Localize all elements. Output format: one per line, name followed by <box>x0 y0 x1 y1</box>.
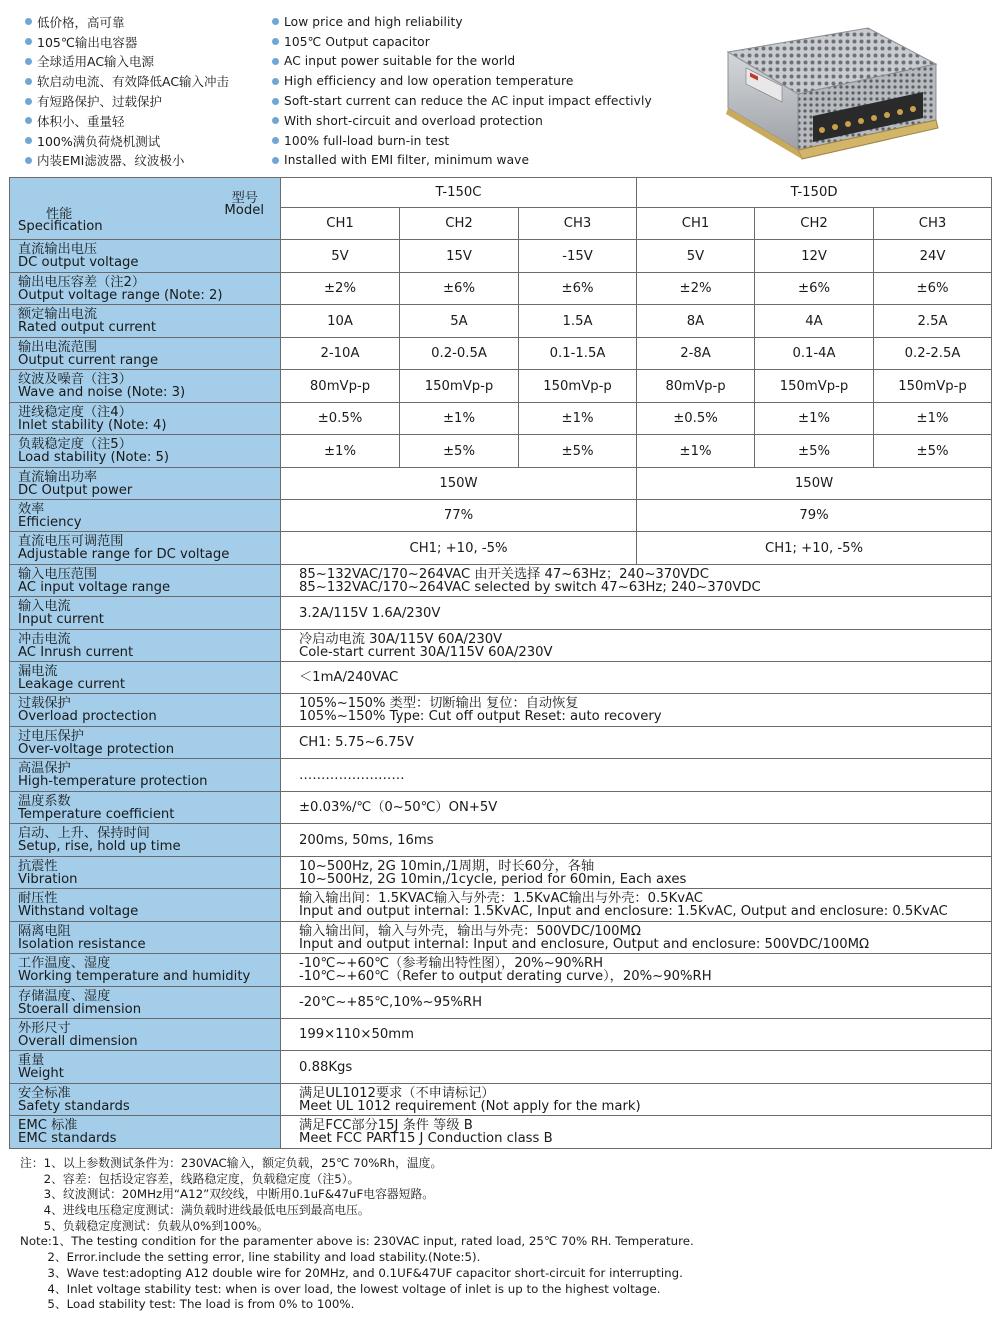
feature-list-en <box>272 12 722 170</box>
feature-text: 105℃输出电容器 <box>37 34 138 50</box>
notes-section <box>20 1156 980 1313</box>
row-label-en: Wave and noise (Note: 3) <box>18 385 186 400</box>
row-label-cn: 过载保护 <box>18 696 71 711</box>
table-cell <box>281 1116 992 1149</box>
table-cell: CH1; +10, -5% <box>637 532 992 565</box>
feature-item <box>272 32 722 52</box>
row-label-en: Working temperature and humidity <box>18 969 251 984</box>
row-label <box>10 273 281 305</box>
table-cell: ±1% <box>755 403 874 435</box>
table-cell: 24V <box>874 240 992 273</box>
feature-text: AC input power suitable for the world <box>284 54 516 69</box>
table-cell <box>281 597 992 630</box>
table-cell: 8A <box>637 305 755 338</box>
note-line: Note:1、The testing condition for the paramenter above is: 230VAC input, rated load, 25℃ 70% RH. Temperature. <box>20 1234 694 1249</box>
table-cell: ±1% <box>519 403 637 435</box>
feature-item <box>25 52 265 72</box>
feature-text: 低价格，高可靠 <box>37 14 125 30</box>
bullet-icon <box>25 38 32 45</box>
cell-line-en: 85~132VAC/170~264VAC selected by switch 47~63Hz; 240~370VDC <box>299 579 761 595</box>
table-cell: ±6% <box>874 273 992 305</box>
table-cell: 150W <box>637 468 992 500</box>
table-cell: ±1% <box>874 403 992 435</box>
row-label-en: Safety standards <box>18 1098 130 1114</box>
row-label-en: Load stability (Note: 5) <box>18 450 170 465</box>
row-label <box>10 435 281 468</box>
row-label-cn: 负载稳定度（注5） <box>18 437 132 452</box>
row-label <box>10 662 281 694</box>
table-cell: ±6% <box>519 273 637 305</box>
channel-header: CH1 <box>637 208 755 240</box>
row-label <box>10 630 281 662</box>
row-label-cn: 进线稳定度（注4） <box>18 404 132 420</box>
note-line: 2、容差：包括设定容差，线路稳定度，负载稳定度（注5）。 <box>20 1171 360 1186</box>
table-cell: 0.1-1.5A <box>519 338 637 370</box>
table-cell: 80mVp-p <box>637 370 755 403</box>
table-cell: 5V <box>637 240 755 273</box>
table-cell: 80mVp-p <box>281 370 400 403</box>
table-cell <box>281 1084 992 1116</box>
row-label-cn: 启动、上升、保持时间 <box>18 826 150 841</box>
row-label-en: Weight <box>18 1066 64 1081</box>
row-label <box>10 305 281 338</box>
table-cell: 10A <box>281 305 400 338</box>
row-label <box>10 857 281 889</box>
row-label <box>10 338 281 370</box>
row-label <box>10 468 281 500</box>
cell-line: …………………… <box>299 767 405 783</box>
row-label <box>10 565 281 597</box>
bullet-icon <box>272 78 279 85</box>
row-label-cn: 漏电流 <box>18 663 58 679</box>
spec-row <box>10 792 992 824</box>
table-cell: 150W <box>281 468 637 500</box>
feature-text: 100%满负荷烧机测试 <box>37 133 161 149</box>
row-label-en: Leakage current <box>18 676 126 692</box>
cell-line-en: Cole-start current 30A/115V 60A/230V <box>299 644 553 660</box>
feature-text: With short-circuit and overload protection <box>284 113 543 128</box>
table-cell <box>281 1051 992 1084</box>
row-label-en: Input current <box>18 612 104 627</box>
spec-row <box>10 565 992 597</box>
spec-label-en: Specification <box>18 219 103 234</box>
bullet-icon <box>272 157 279 164</box>
spec-row <box>10 532 992 565</box>
model-label-cn: 型号 <box>231 191 258 206</box>
row-label <box>10 403 281 435</box>
feature-text: 体积小、重量轻 <box>37 113 125 129</box>
feature-text: 软启动电流、有效降低AC输入冲击 <box>37 74 230 90</box>
feature-text: 105℃ Output capacitor <box>284 34 430 49</box>
row-label-en: Efficiency <box>18 514 82 530</box>
row-label <box>10 1051 281 1084</box>
feature-item <box>25 32 265 52</box>
feature-item <box>272 71 722 91</box>
row-label-en: Setup, rise, hold up time <box>18 839 181 854</box>
cell-line-cn: 输入输出间：1.5KVAC输入与外壳：1.5KvAC输出与外壳：0.5KvAC <box>299 891 704 906</box>
row-label-cn: 输出电流范围 <box>18 339 98 355</box>
feature-item <box>25 151 265 171</box>
table-cell: 4A <box>755 305 874 338</box>
note-line: 4、Inlet voltage stability test: when is over load, the lowest voltage of inlet is up to the highest voltage. <box>20 1281 661 1296</box>
row-label <box>10 954 281 987</box>
bullet-icon <box>272 58 279 65</box>
cell-line: -20℃~+85℃,10%~95%RH <box>299 995 482 1010</box>
table-cell <box>281 889 992 922</box>
spec-row <box>10 1051 992 1084</box>
table-cell <box>281 630 992 662</box>
feature-item <box>25 131 265 151</box>
cell-line-cn: 105%~150% 类型：切断输出 复位：自动恢复 <box>299 696 579 711</box>
table-cell: ±1% <box>637 435 755 468</box>
cell-line-en: -10℃~+60℃（Refer to output derating curve），20%~90%RH <box>299 969 712 984</box>
row-label <box>10 759 281 792</box>
row-label <box>10 694 281 727</box>
row-label-cn: 外形尺寸 <box>18 1020 71 1036</box>
feature-text: 全球适用AC输入电源 <box>37 54 155 70</box>
row-label-cn: 温度系数 <box>18 793 71 809</box>
row-label <box>10 727 281 759</box>
table-cell <box>281 759 992 792</box>
table-cell: 5V <box>281 240 400 273</box>
table-cell: 150mVp-p <box>400 370 519 403</box>
feature-text: Soft-start current can reduce the AC input impact effectivly <box>284 94 652 109</box>
spec-row <box>10 500 992 532</box>
feature-text: 内装EMI滤波器、纹波极小 <box>37 153 185 169</box>
spec-row <box>10 273 992 305</box>
table-cell <box>281 954 992 987</box>
row-label-cn: 输入电流 <box>18 599 71 614</box>
row-label <box>10 987 281 1019</box>
table-cell: ±6% <box>755 273 874 305</box>
spec-row <box>10 435 992 468</box>
table-cell <box>281 727 992 759</box>
row-label <box>10 792 281 824</box>
table-cell: ±1% <box>281 435 400 468</box>
table-cell <box>281 792 992 824</box>
header-corner <box>10 178 281 240</box>
channel-header: CH3 <box>519 208 637 240</box>
table-cell <box>281 922 992 954</box>
table-cell: 15V <box>400 240 519 273</box>
row-label-en: Inlet stability (Note: 4) <box>18 417 167 433</box>
spec-row <box>10 727 992 759</box>
table-cell <box>281 565 992 597</box>
feature-item <box>25 91 265 111</box>
row-label-cn: 耐压性 <box>18 891 58 906</box>
row-label-cn: 过电压保护 <box>18 728 84 744</box>
table-cell: 2-10A <box>281 338 400 370</box>
table-cell: -15V <box>519 240 637 273</box>
table-cell <box>281 824 992 857</box>
cell-line-en: 105%~150% Type: Cut off output Reset: auto recovery <box>299 709 662 724</box>
note-line: 4、进线电压稳定度测试：满负载时进线最低电压到最高电压。 <box>20 1203 370 1218</box>
cell-line-cn: 85~132VAC/170~264VAC 由开关选择 47~63Hz；240~370VDC <box>299 566 709 582</box>
row-label-cn: 隔离电阻 <box>18 923 71 939</box>
spec-row <box>10 954 992 987</box>
cell-line-cn: 冷启动电流 30A/115V 60A/230V <box>299 631 503 647</box>
channel-header: CH3 <box>874 208 992 240</box>
row-label-cn: 重量 <box>18 1053 45 1068</box>
cell-line: ＜1mA/240VAC <box>299 670 399 685</box>
product-image <box>718 24 940 169</box>
row-label <box>10 532 281 565</box>
table-cell: ±5% <box>874 435 992 468</box>
note-line: 3、Wave test:adopting A12 double wire for 20MHz, and 0.1UF&47UF capacitor short-circuit for interrupting. <box>20 1265 683 1280</box>
table-cell: ±2% <box>637 273 755 305</box>
spec-row <box>10 694 992 727</box>
spec-row <box>10 630 992 662</box>
feature-item <box>272 12 722 32</box>
cell-line-cn: 满足UL1012要求（不申请标记） <box>299 1085 495 1101</box>
cell-line-cn: 输入输出间，输入与外壳，输出与外壳：500VDC/100MΩ <box>299 923 641 939</box>
row-label-en: Output voltage range (Note: 2) <box>18 287 223 303</box>
bullet-icon <box>272 137 279 144</box>
spec-row <box>10 305 992 338</box>
feature-text: Low price and high reliability <box>284 14 463 29</box>
feature-text: High efficiency and low operation temperature <box>284 74 574 89</box>
row-label-cn: 额定输出电流 <box>18 307 98 322</box>
bullet-icon <box>25 117 32 124</box>
note-line: 5、负载稳定度测试：负载从0%到100%。 <box>20 1218 269 1233</box>
row-label-en: Temperature coefficient <box>18 806 175 822</box>
cell-line: CH1: 5.75~6.75V <box>299 735 414 750</box>
channel-header: CH2 <box>400 208 519 240</box>
row-label <box>10 370 281 403</box>
feature-item <box>272 111 722 131</box>
power-supply-illustration <box>718 24 940 169</box>
row-label <box>10 889 281 922</box>
spec-row <box>10 597 992 630</box>
bullet-icon <box>25 78 32 85</box>
table-cell: 150mVp-p <box>755 370 874 403</box>
model-name: T-150D <box>637 178 992 208</box>
cell-line-cn: -10℃~+60℃（参考输出特性图），20%~90%RH <box>299 956 604 971</box>
table-cell: 150mVp-p <box>519 370 637 403</box>
spec-row <box>10 1084 992 1116</box>
row-label-cn: 抗震性 <box>18 858 58 874</box>
spec-row <box>10 1116 992 1149</box>
spec-row <box>10 759 992 792</box>
table-cell: 2-8A <box>637 338 755 370</box>
table-cell: 77% <box>281 500 637 532</box>
row-label-en: Output current range <box>18 352 159 368</box>
feature-item <box>25 111 265 131</box>
row-label-cn: 直流输出电压 <box>18 242 98 257</box>
note-line: 注：1、以上参数测试条件为：230VAC输入，额定负载，25℃ 70%Rh，温度。 <box>20 1156 443 1170</box>
feature-text: 有短路保护、过载保护 <box>37 94 163 110</box>
spec-row <box>10 987 992 1019</box>
row-label-en: Overall dimension <box>18 1033 138 1049</box>
row-label-cn: 安全标准 <box>18 1085 71 1101</box>
spec-row <box>10 662 992 694</box>
spec-row <box>10 1019 992 1051</box>
row-label-cn: EMC 标准 <box>18 1118 78 1133</box>
cell-line-en: Input and output internal: 1.5KvAC, Input and enclosure: 1.5KvAC, Output and enclosure: 0.5KvAC <box>299 904 948 919</box>
cell-line: 3.2A/115V 1.6A/230V <box>299 605 441 621</box>
row-label-cn: 效率 <box>18 501 45 517</box>
note-line: 5、Load stability test: The load is from 0% to 100%. <box>20 1297 355 1312</box>
bullet-icon <box>25 157 32 164</box>
table-cell: 79% <box>637 500 992 532</box>
row-label-cn: 高温保护 <box>18 761 71 776</box>
row-label-en: EMC standards <box>18 1131 117 1146</box>
feature-item <box>272 52 722 72</box>
row-label-en: Isolation resistance <box>18 936 146 952</box>
table-cell: ±6% <box>400 273 519 305</box>
spec-row <box>10 857 992 889</box>
row-label <box>10 1084 281 1116</box>
spec-row <box>10 370 992 403</box>
row-label-cn: 直流电压可调范围 <box>18 534 124 549</box>
bullet-icon <box>25 18 32 25</box>
table-cell: 0.2-0.5A <box>400 338 519 370</box>
table-cell: ±5% <box>755 435 874 468</box>
row-label <box>10 597 281 630</box>
spec-row <box>10 338 992 370</box>
row-label-cn: 输入电压范围 <box>18 566 98 582</box>
cell-line: 199×110×50mm <box>299 1027 414 1042</box>
row-label-en: DC Output power <box>18 482 133 498</box>
table-cell: 2.5A <box>874 305 992 338</box>
table-cell: 0.2-2.5A <box>874 338 992 370</box>
row-label <box>10 824 281 857</box>
row-label-en: Withstand voltage <box>18 904 139 919</box>
feature-item <box>272 151 722 171</box>
spec-row <box>10 824 992 857</box>
spec-grid <box>9 177 992 1149</box>
row-label-cn: 存储温度、湿度 <box>18 988 111 1004</box>
row-label-cn: 直流输出功率 <box>18 469 98 485</box>
table-cell: CH1; +10, -5% <box>281 532 637 565</box>
spec-label-cn: 性能 <box>46 207 73 222</box>
feature-item <box>25 12 265 32</box>
table-cell <box>281 1019 992 1051</box>
row-label-en: AC Inrush current <box>18 644 134 660</box>
row-label-en: Adjustable range for DC voltage <box>18 547 230 562</box>
channel-header: CH2 <box>755 208 874 240</box>
cell-line: ±0.03%/℃（0~50℃）ON+5V <box>299 800 498 815</box>
row-label-en: Overload proctection <box>18 709 157 724</box>
row-label-en: Rated output current <box>18 320 157 335</box>
cell-line-cn: 10~500Hz, 2G 10min,/1周期，时长60分，各轴 <box>299 858 595 874</box>
table-cell: ±5% <box>400 435 519 468</box>
bullet-icon <box>272 38 279 45</box>
feature-list <box>25 12 725 177</box>
row-label-en: Stoerall dimension <box>18 1001 142 1017</box>
row-label-cn: 输出电压容差（注2） <box>18 274 146 290</box>
bullet-icon <box>272 98 279 105</box>
cell-line-en: 10~500Hz, 2G 10min,/1cycle, period for 60min, Each axes <box>299 871 687 887</box>
spec-row <box>10 240 992 273</box>
table-cell: 12V <box>755 240 874 273</box>
row-label-en: High-temperature protection <box>18 774 208 789</box>
row-label-en: Over-voltage protection <box>18 741 175 757</box>
cell-line: 200ms, 50ms, 16ms <box>299 832 434 848</box>
model-label-en: Model <box>224 203 264 218</box>
table-cell: ±5% <box>519 435 637 468</box>
table-cell: 1.5A <box>519 305 637 338</box>
feature-item <box>272 131 722 151</box>
spec-row <box>10 403 992 435</box>
row-label-en: Vibration <box>18 871 78 887</box>
cell-line-cn: 满足FCC部分15J 条件 等级 B <box>299 1118 473 1133</box>
row-label-en: DC output voltage <box>18 255 139 270</box>
header-row-models <box>10 178 992 208</box>
bullet-icon <box>272 117 279 124</box>
row-label <box>10 1019 281 1051</box>
table-cell: ±0.5% <box>281 403 400 435</box>
cell-line-en: Meet FCC PART15 J Conduction class B <box>299 1131 553 1146</box>
row-label <box>10 240 281 273</box>
spec-row <box>10 922 992 954</box>
row-label <box>10 922 281 954</box>
row-label-en: AC input voltage range <box>18 579 171 595</box>
table-cell: ±0.5% <box>637 403 755 435</box>
note-line: 3、纹波测试：20MHz用“A12”双绞线，中断用0.1uF&47uF电容器短路。 <box>20 1187 435 1202</box>
table-cell: 150mVp-p <box>874 370 992 403</box>
bullet-icon <box>25 137 32 144</box>
feature-item <box>272 91 722 111</box>
feature-list-cn <box>25 12 265 170</box>
table-cell: 0.1-4A <box>755 338 874 370</box>
row-label <box>10 500 281 532</box>
feature-item <box>25 71 265 91</box>
table-cell <box>281 987 992 1019</box>
cell-line: 0.88Kgs <box>299 1059 353 1075</box>
table-cell <box>281 694 992 727</box>
table-cell: ±2% <box>281 273 400 305</box>
spec-row <box>10 468 992 500</box>
channel-header: CH1 <box>281 208 400 240</box>
bullet-icon <box>272 18 279 25</box>
spec-table <box>9 177 991 1153</box>
bullet-icon <box>25 98 32 105</box>
bullet-icon <box>25 58 32 65</box>
model-name: T-150C <box>281 178 637 208</box>
cell-line-en: Input and output internal: Input and enclosure, Output and enclosure: 500VDC/100MΩ <box>299 936 870 952</box>
feature-text: 100% full-load burn-in test <box>284 133 450 148</box>
table-cell: ±1% <box>400 403 519 435</box>
row-label-cn: 工作温度、湿度 <box>18 956 111 971</box>
table-cell <box>281 857 992 889</box>
note-line: 2、Error.include the setting error, line stability and load stability.(Note:5). <box>20 1250 481 1265</box>
row-label <box>10 1116 281 1149</box>
feature-text: Installed with EMI filter, minimum wave <box>284 153 530 168</box>
row-label-cn: 纹波及噪音（注3） <box>18 372 132 387</box>
row-label-cn: 冲击电流 <box>18 631 71 647</box>
table-cell <box>281 662 992 694</box>
spec-row <box>10 889 992 922</box>
cell-line-en: Meet UL 1012 requirement (Not apply for the mark) <box>299 1098 641 1114</box>
table-cell: 5A <box>400 305 519 338</box>
